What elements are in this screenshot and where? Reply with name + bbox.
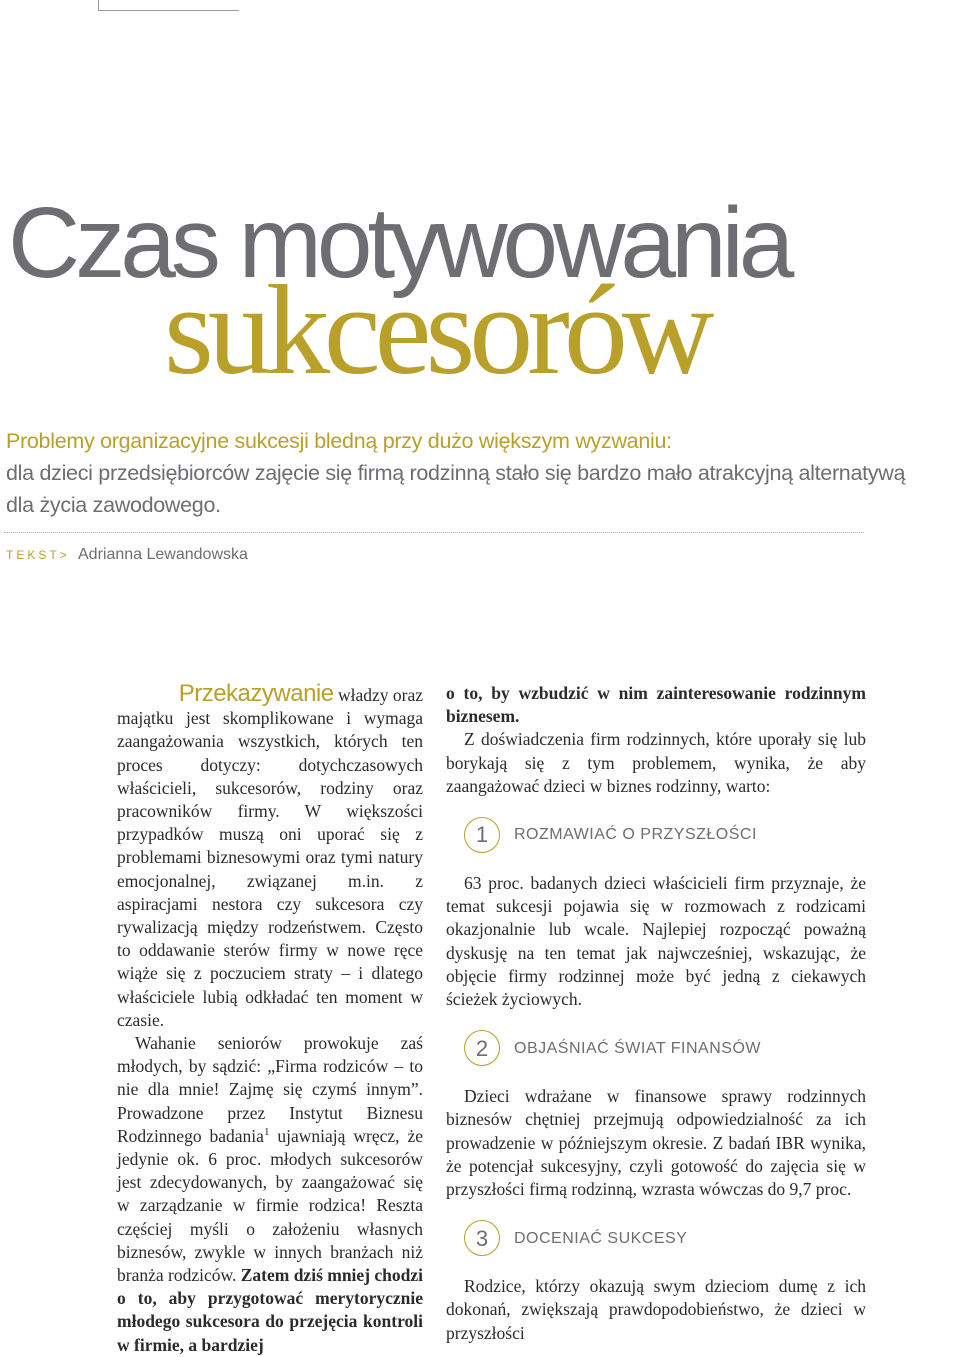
- left-paragraph-2-text: Wahanie seniorów prowokuje zaś młodych, by sądzić: „Firma rodziców – to nie dla mnie! Zajmę się czymś innym”. Prowadzone przez Instytut Biznesu Rodzinnego badania: [117, 1033, 423, 1146]
- title-line-1: Czas motywowania: [8, 187, 790, 299]
- left-paragraph-2-bold: Zatem dziś mniej chodzi o to, aby przygotować merytorycznie młodego sukcesora do przejęcia kontroli w firmie, a bardziej: [117, 1265, 424, 1355]
- step-3-heading: [464, 1219, 866, 1257]
- step-2-number-badge: 2: [464, 1030, 500, 1066]
- right-column: [446, 682, 866, 1345]
- step-2-title: OBJAŚNIAĆ ŚWIAT FINANSÓW: [514, 1039, 761, 1057]
- left-paragraph-1-text: majątku jest skomplikowane i wymaga zaangażowania wszystkich, których ten proces dotyczy: dotychczasowych właścicieli, sukcesorów, rodziny oraz pracowników firmy. W większości przypadków muszą oni uporać się z problemami biznesowymi oraz tymi natury emocjonalnej, związanej m.in. z aspiracjami nestora czy sukcesora czy rywalizacją między rodzeństwem. Często to oddawanie sterów firmy w nowe ręce wiąże się z poczuciem straty – i dlatego właściciele lubią odkładać ten moment w czasie.: [117, 708, 423, 1030]
- step-1-text: 63 proc. badanych dzieci właścicieli firm przyznaje, że temat sukcesji pojawia się w rozmowach z rodzicami okazjonalnie lub wcale. Najlepiej rozpocząć poważną dyskusję na ten temat jak najwcześniej, wskazując, że objęcie firmy rodzinnej może być jedną z ciekawych ścieżek życiowych.: [446, 873, 866, 1010]
- drop-lead-text: władzy oraz: [337, 685, 423, 705]
- left-paragraph-2-cont: ujawniają wręcz, że jedynie ok. 6 proc. młodych sukcesorów jest zdecydowanych, by zaangażować się w zarządzanie w firmie rodzica! Reszta częściej myśli o założeniu własnych biznesów, zwykle w innych branżach niż branża rodziców.: [117, 1125, 423, 1286]
- drop-lead-line: [117, 682, 423, 707]
- step-3-text: Rodzice, którzy okazują swym dzieciom dumę z ich dokonań, zwiększają prawdopodobieństwo, że dzieci w przyszłości: [446, 1276, 866, 1343]
- step-3-number-badge: 3: [464, 1220, 500, 1256]
- lead-paragraph: [6, 425, 906, 521]
- step-1-title: ROZMAWIAĆ O PRZYSZŁOŚCI: [514, 826, 757, 844]
- left-column: [117, 682, 423, 1357]
- left-paragraph-1: [117, 682, 423, 1032]
- title-line-2: sukcesorów: [164, 259, 709, 401]
- drop-word: Przekazywanie: [178, 680, 334, 707]
- byline: [6, 546, 248, 564]
- footnote-marker: 1: [263, 1126, 270, 1139]
- right-paragraph-1: o to, by wzbudzić w nim zainteresowanie rodzinnym biznesem.: [446, 683, 866, 727]
- lead-highlight: Problemy organizacyjne sukcesji bledną przy dużo większym wyzwaniu:: [6, 429, 672, 453]
- divider: [4, 532, 864, 533]
- right-paragraph-2: Z doświadczenia firm rodzinnych, które uporały się lub borykają się z tym problemem, wynika, że aby zaangażować dzieci w biznes rodzinny, warto:: [446, 729, 866, 796]
- byline-label: TEKST>: [6, 548, 70, 562]
- author-name: Adrianna Lewandowska: [78, 546, 248, 563]
- step-1-heading: [464, 816, 866, 854]
- step-1-number-badge: 1: [464, 817, 500, 853]
- left-paragraph-2: [117, 1032, 423, 1357]
- crop-mark: [98, 0, 239, 11]
- step-2-heading: [464, 1029, 866, 1067]
- step-3-title: DOCENIAĆ SUKCESY: [514, 1229, 688, 1247]
- step-2-text: Dzieci wdrażane w finansowe sprawy rodzinnych biznesów chętniej przejmują odpowiedzialność za ich prowadzenie w późniejszym okresie. Z badań IBR wynika, że potencjał sukcesyjny, czyli gotowość do zajęcia się w przyszłości firmą rodzinną, wzrasta wówczas do 9,7 proc.: [446, 1086, 866, 1200]
- lead-text: dla dzieci przedsiębiorców zajęcie się firmą rodzinną stało się bardzo mało atrakcyjną alternatywą dla życia zawodowego.: [6, 461, 906, 517]
